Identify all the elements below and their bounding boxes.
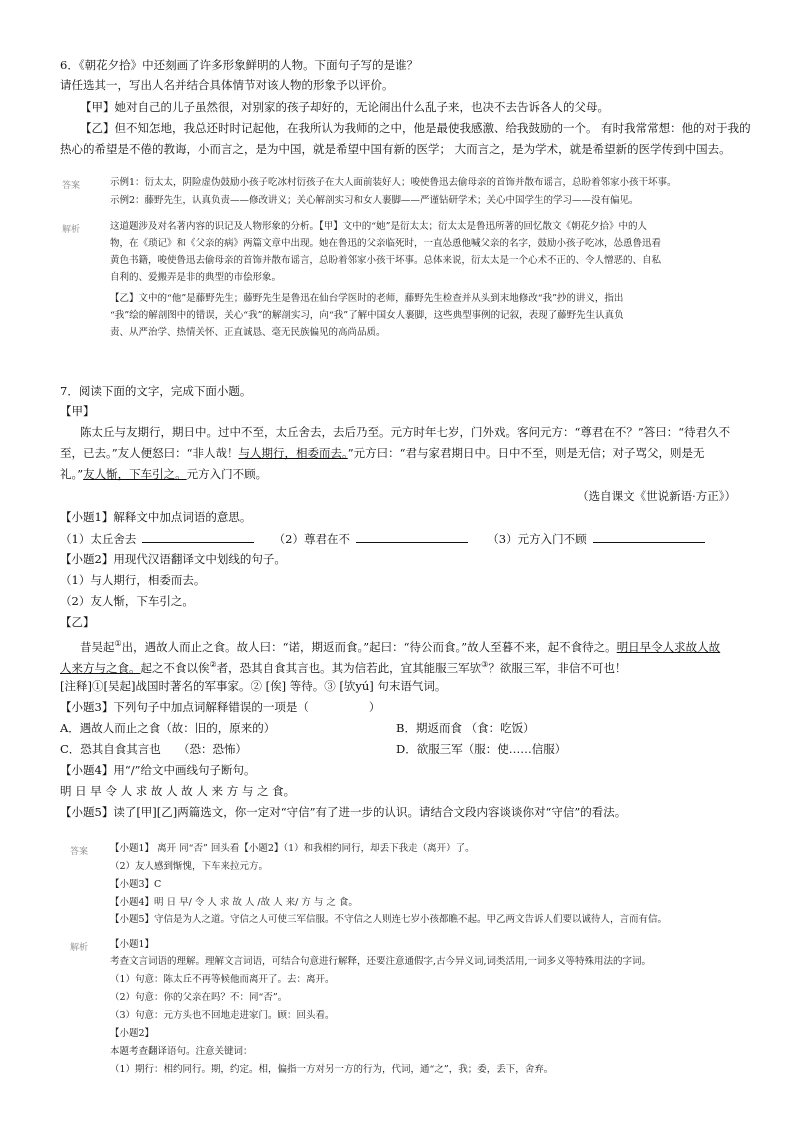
q6-stem-1: 6．《朝花夕拾》中还刻画了许多形象鲜明的人物。下面句子写的是谁？ — [60, 58, 419, 72]
q7-s4-title: 【小题4】用“/”给文中画线句子断句。 — [60, 763, 256, 777]
q7-s3-title — [60, 700, 380, 715]
q7-analysis-line: 【小题2】 — [110, 1028, 155, 1039]
q6-analysis-line: 责、从严治学、热情关怀、正直诚恳、毫无民族偏见的高尚品质。 — [110, 327, 386, 338]
q7-analysis-line: 考查文言词语的理解。理解文言词语，可结合句意进行解释，还要注意通假字,古今异义词,词类活用,一词多义等特殊用法的字词。 — [110, 956, 652, 967]
q7-s4-line: 明 日 早 令 人 求 故 人 故 人 来 方 与 之 食。 — [60, 784, 296, 798]
q7-passage-jia-line-2 — [60, 446, 705, 461]
answer-blank[interactable] — [593, 531, 705, 543]
q7-yi-label: 【乙】 — [60, 615, 95, 629]
q7-s2-item: （2）友人惭，下车引之。 — [60, 594, 194, 608]
passage-text: ”元方曰：“君与家君期日中。日中不至，则是无信；对子骂父，则是无 — [347, 446, 705, 460]
q6-jia: 【甲】她对自己的儿子虽然很，对别家的孩子却好的，无论闹出什么乱子来，也决不去告诉各人的父母。 — [80, 100, 609, 114]
q7-analysis-line: （1）句意：陈太丘不再等候他而离开了。去：离开。 — [110, 974, 335, 985]
q6-analysis-line: “我”绘的解剖图中的错误，关心“我”的解剖实习，向“我”了解中国女人裹脚，这些典型事例的记叙，表现了藤野先生认真负 — [110, 310, 624, 321]
s1-item: （3）元方入门不顾 — [487, 532, 587, 546]
q6-yi-line-2: 热心的希望是不倦的教诲，小而言之，是为中国，就是希望中国有新的医学； 大而言之，是为学术，就是希望新的医学传到中国去。 — [60, 142, 731, 156]
passage-text: 者，恐其自食其言也。其为信若此，宜其能服三军欤 — [216, 660, 482, 675]
q7-stem: 7．阅读下面的文字，完成下面小题。 — [60, 384, 252, 398]
q6-analysis-line: 这道题涉及对名著内容的识记及人物形象的分析。【甲】文中的“她”是衍太太；衍太太是鲁迅所著的回忆散文《朝花夕拾》中的人 — [110, 221, 647, 232]
q7-analysis-line: 本题考查翻译语句。注意关键词： — [110, 1046, 253, 1057]
passage-text: ？欲服三军，非信不可也！ — [488, 660, 627, 675]
q6-answer-tag: 答案 — [62, 181, 81, 191]
s1-item: （2）尊君在不 — [273, 532, 350, 546]
passage-text: 出，遇故人而止之食。故人曰：“诺，期返而食。”起曰：“待公而食。”故人至暮不来，起不食待之。 — [121, 639, 617, 654]
q7-notes: [注释]①[吴起]战国时著名的军事家。② [俟] 等待。③ [欤yú] 句末语气词。 — [60, 679, 447, 693]
passage-text: 昔吴起 — [80, 639, 115, 654]
q7-answer-line: 【小题5】守信是为人之道。守信之人可使三军信服。不守信之人则连七岁小孩都瞧不起。甲乙两文告诉人们要以诚待人，言而有信。 — [110, 914, 668, 925]
q6-analysis-line: 黄色书籍，唆使鲁迅去偷母亲的首饰并散布谣言，总盼着邻家小孩干坏事。总体来说，衍太太是一个心术不正的、令人憎恶的、自私 — [110, 255, 662, 266]
q7-s3-option-d: D．欲服三军（服：使……信服） — [396, 742, 567, 756]
s3-title-close: ） — [368, 700, 381, 714]
q7-answer-line: 【小题1】 离开 同“否” 回头看【小题2】（1）和我相约同行，却丢下我走（离开）了。 — [110, 843, 475, 854]
underlined-sentence-2: 友人惭，下车引之。 — [83, 467, 187, 481]
q7-s2-title: 【小题2】用现代汉语翻译文中划线的句子。 — [60, 552, 286, 566]
q7-analysis-tag: 解析 — [70, 943, 89, 953]
note-marker: ① — [114, 639, 122, 648]
q7-passage-jia-line-1: 陈太丘与友期行，期日中。过中不至，太丘舍去，去后乃至。元方时年七岁，门外戏。客问元方：“尊君在不？”答曰：“待君久不 — [80, 425, 731, 439]
underlined-sentence-1: 与人期行，相委而去。 — [238, 446, 348, 460]
answer-blank[interactable] — [356, 531, 468, 543]
q7-s3-option-a: A．遇故人而止之食（故：旧的，原来的） — [60, 721, 276, 735]
passage-text: 元方入门不顾。 — [186, 467, 268, 481]
note-marker: ③ — [481, 660, 489, 669]
q7-answer-line: 【小题4】明 日 早/ 令 人 求 故 人 /故 人 来/ 方 与 之 食。 — [110, 897, 358, 908]
underlined-sentence-3: 明日早令人求故人故 — [616, 639, 721, 654]
q6-analysis-tag: 解析 — [62, 225, 81, 235]
q7-analysis-line: （2）句意：你的父亲在吗？不：同“否”。 — [110, 992, 288, 1003]
q6-analysis-line: 物，在《琐记》和《父亲的病》两篇文章中出现。她在鲁迅的父亲临死时，一直怂恿他喊父亲的名字，鼓励小孩子吃冰，怂恿鲁迅看 — [110, 238, 662, 249]
q7-answer-line: （2）友人感到惭愧，下车来拉元方。 — [110, 861, 269, 872]
q7-s5-title: 【小题5】读了[甲][乙]两篇选文，你一定对“守信”有了进一步的认识。请结合文段内容谈谈你对“守信”的看法。 — [60, 805, 627, 819]
q7-s3-option-b: B．期返而食 （食：吃饭） — [396, 721, 535, 735]
q7-analysis-line: 【小题1】 — [110, 939, 155, 950]
q7-passage-yi-line-1 — [80, 636, 720, 655]
q7-analysis-line: （3）句意：元方头也不回地走进家门。顾：回头看。 — [110, 1010, 335, 1021]
q7-jia-label: 【甲】 — [60, 404, 95, 418]
s1-item: （1）太丘舍去 — [60, 532, 137, 546]
q6-answer-line: 示例2：藤野先生，认真负责——修改讲义；关心解剖实习和女人裹脚——严谨钻研学术；关心中国学生的学习——没有偏见。 — [110, 195, 639, 206]
q7-s1-title: 【小题1】解释文中加点词语的意思。 — [60, 510, 252, 524]
q7-answer-tag: 答案 — [70, 847, 89, 857]
q7-answer-line: 【小题3】C — [110, 879, 162, 890]
q6-analysis-line: 自利的、爱搬弄是非的典型的市侩形象。 — [110, 272, 282, 283]
note-marker: ② — [209, 660, 217, 669]
q6-stem-2: 请任选其一，写出人名并结合具体情节对该人物的形象予以评价。 — [60, 78, 394, 92]
q7-passage-yi-line-2 — [60, 657, 626, 676]
passage-text: 至，已去。”友人便怒曰：“非人哉！ — [60, 446, 239, 460]
q6-answer-line: 示例1：衍太太，阴险虚伪鼓励小孩子吃冰村衍孩子在大人面前装好人；唆使鲁迅去偷母亲的首饰并散布谣言，总盼着邻家小孩干坏事。 — [110, 177, 677, 188]
passage-text: 礼。” — [60, 467, 84, 481]
s3-title-text: 【小题3】下列句子中加点词解释错误的一项是（ — [60, 700, 309, 714]
q7-s2-item: （1）与人期行，相委而去。 — [60, 573, 206, 587]
q7-source: （选自课文《世说新语·方正》） — [577, 489, 736, 503]
q6-yi-line-1: 【乙】但不知怎地，我总还时时记起他，在我所认为我师的之中，他是最使我感激、给我鼓励的一个。 有时我常常想：他的对于我的 — [80, 121, 751, 135]
q7-s3-option-c: C．恐其自食其言也 （恐：恐怖） — [60, 742, 248, 756]
passage-text: 起之不食以俟 — [140, 660, 210, 675]
q6-analysis-line: 【乙】文中的“他”是藤野先生；藤野先生是鲁迅在仙台学医时的老师，藤野先生检查并从头到末地修改“我”抄的讲义，指出 — [110, 293, 624, 304]
q7-analysis-line: （1）期行：相约同行。期，约定。相，偏指一方对另一方的行为，代词，通“之”，我；委，丢下，舍弃。 — [110, 1064, 554, 1075]
q7-passage-jia-line-3 — [60, 467, 267, 482]
underlined-sentence-3-cont: 人来方与之食。 — [60, 660, 141, 675]
q7-s1-items — [60, 531, 705, 547]
answer-blank[interactable] — [142, 531, 254, 543]
